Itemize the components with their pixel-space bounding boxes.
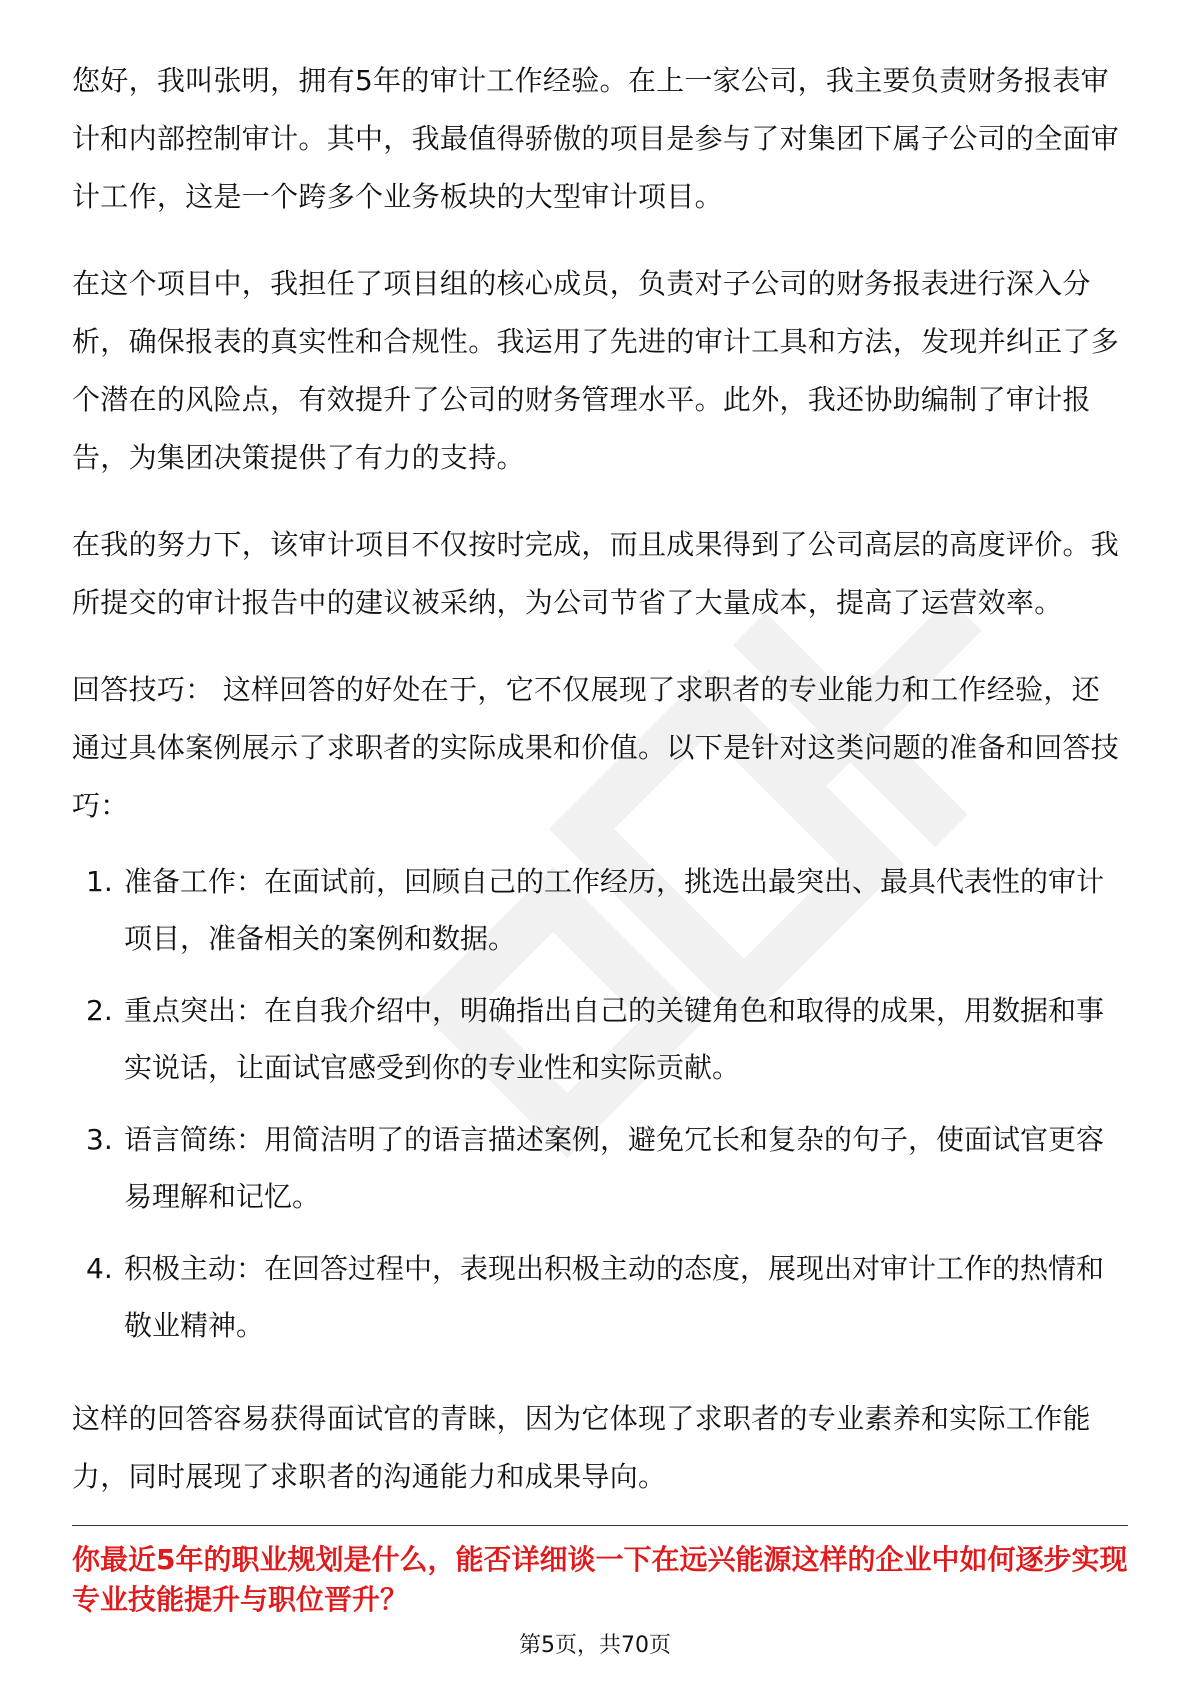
tips-list	[72, 853, 1128, 1354]
list-item	[72, 1111, 1128, 1225]
paragraph-results: 在我的努力下，该审计项目不仅按时完成，而且成果得到了公司高层的高度评价。我所提交的审计报告中的建议被采纳，为公司节省了大量成本，提高了运营效率。	[72, 528, 1120, 619]
paragraph-intro: 您好，我叫张明，拥有5年的审计工作经验。在上一家公司，我主要负责财务报表审计和内部控制审计。其中，我最值得骄傲的项目是参与了对集团下属子公司的全面审计工作，这是一个跨多个业务板块的大型审计项目。	[72, 64, 1120, 213]
paragraph-answer-tips: 回答技巧： 这样回答的好处在于，它不仅展现了求职者的专业能力和工作经验，还通过具体案例展示了求职者的实际成果和价值。以下是针对这类问题的准备和回答技巧：	[72, 673, 1120, 822]
list-item-number: 1.	[86, 865, 113, 898]
paragraph-closing: 这样的回答容易获得面试官的青睐，因为它体现了求职者的专业素养和实际工作能力，同时展现了求职者的沟通能力和成果导向。	[72, 1402, 1091, 1493]
next-question-heading: 你最近5年的职业规划是什么，能否详细谈一下在远兴能源这样的企业中如何逐步实现专业技能提升与职位晋升？	[72, 1543, 1128, 1616]
list-item-number: 3.	[86, 1123, 113, 1156]
list-item-number: 2.	[86, 994, 113, 1027]
list-item	[72, 853, 1128, 967]
paragraph-project-role: 在这个项目中，我担任了项目组的核心成员，负责对子公司的财务报表进行深入分析，确保报表的真实性和合规性。我运用了先进的审计工具和方法，发现并纠正了多个潜在的风险点，有效提升了公司的财务管理水平。此外，我还协助编制了审计报告，为集团决策提供了有力的支持。	[72, 267, 1120, 474]
list-item-text: 积极主动：在回答过程中，表现出积极主动的态度，展现出对审计工作的热情和敬业精神。	[124, 1252, 1105, 1342]
list-item	[72, 1240, 1128, 1354]
document-body	[72, 52, 1128, 1535]
list-item-text: 重点突出：在自我介绍中，明确指出自己的关键角色和取得的成果，用数据和事实说话，让面试官感受到你的专业性和实际贡献。	[124, 994, 1105, 1084]
section-divider	[72, 1525, 1128, 1526]
page-number: 第5页，共70页	[519, 1633, 671, 1658]
list-item-text: 准备工作：在面试前，回顾自己的工作经历，挑选出最突出、最具代表性的审计项目，准备相关的案例和数据。	[124, 865, 1105, 955]
list-item	[72, 982, 1128, 1096]
list-item-number: 4.	[86, 1252, 113, 1285]
list-item-text: 语言简练：用简洁明了的语言描述案例，避免冗长和复杂的句子，使面试官更容易理解和记忆。	[124, 1123, 1105, 1213]
